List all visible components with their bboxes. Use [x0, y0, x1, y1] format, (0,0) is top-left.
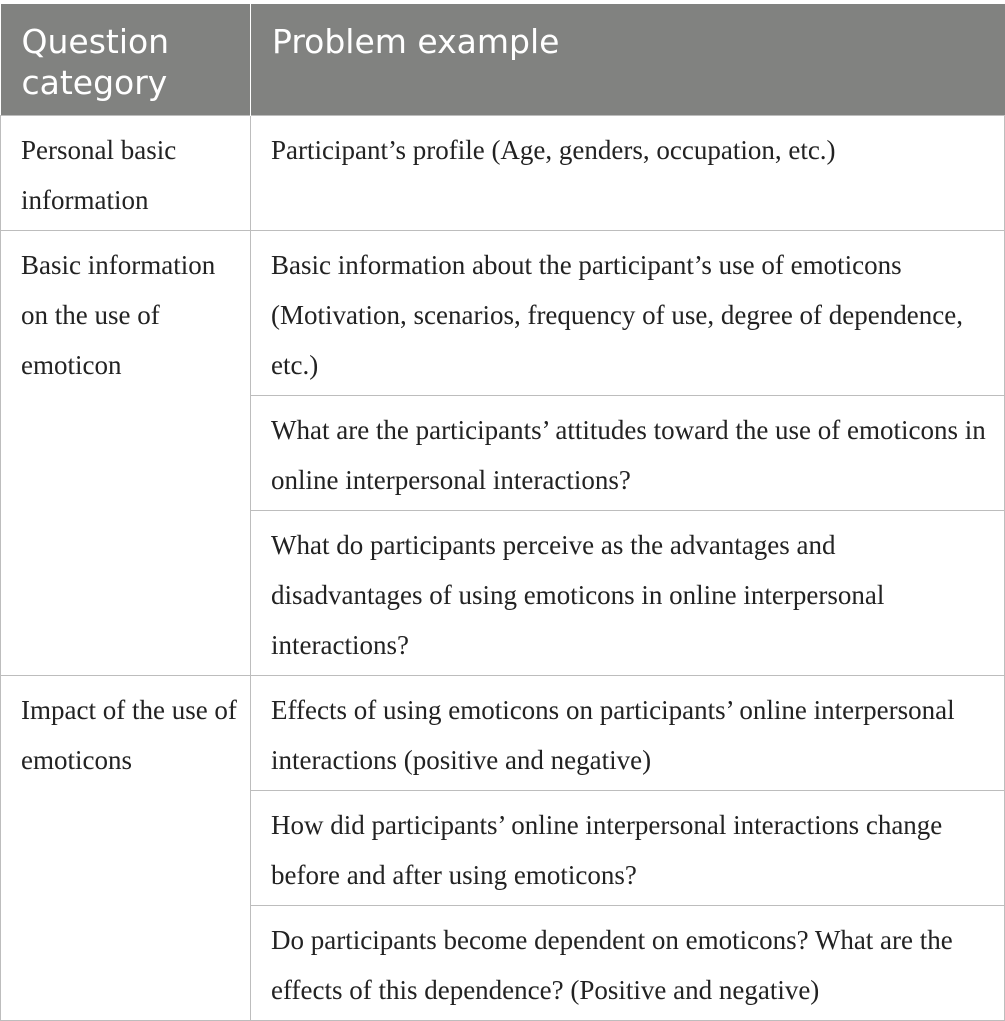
header-problem-example: Problem example — [251, 4, 1005, 116]
table-row — [1, 231, 1005, 396]
question-category-table — [0, 4, 1005, 1021]
example-cell: How did participants’ online interpersonal interactions change before and after using emoticons? — [251, 791, 1005, 906]
category-cell: Personal basic information — [1, 116, 251, 231]
example-cell: Basic information about the participant’s use of emoticons (Motivation, scenarios, frequency of use, degree of dependence, etc.) — [251, 231, 1005, 396]
table-row — [1, 676, 1005, 791]
category-cell: Impact of the use of emoticons — [1, 676, 251, 1021]
example-cell: Participant’s profile (Age, genders, occupation, etc.) — [251, 116, 1005, 231]
example-cell: Effects of using emoticons on participants’ online interpersonal interactions (positive and negative) — [251, 676, 1005, 791]
header-question-category: Question category — [1, 4, 251, 116]
table-header-row — [1, 4, 1005, 116]
category-cell: Basic information on the use of emoticon — [1, 231, 251, 676]
example-cell: Do participants become dependent on emoticons? What are the effects of this dependence? (Positive and negative) — [251, 906, 1005, 1021]
example-cell: What are the participants’ attitudes toward the use of emoticons in online interpersonal interactions? — [251, 396, 1005, 511]
table-row — [1, 116, 1005, 231]
example-cell: What do participants perceive as the advantages and disadvantages of using emoticons in online interpersonal interactions? — [251, 511, 1005, 676]
